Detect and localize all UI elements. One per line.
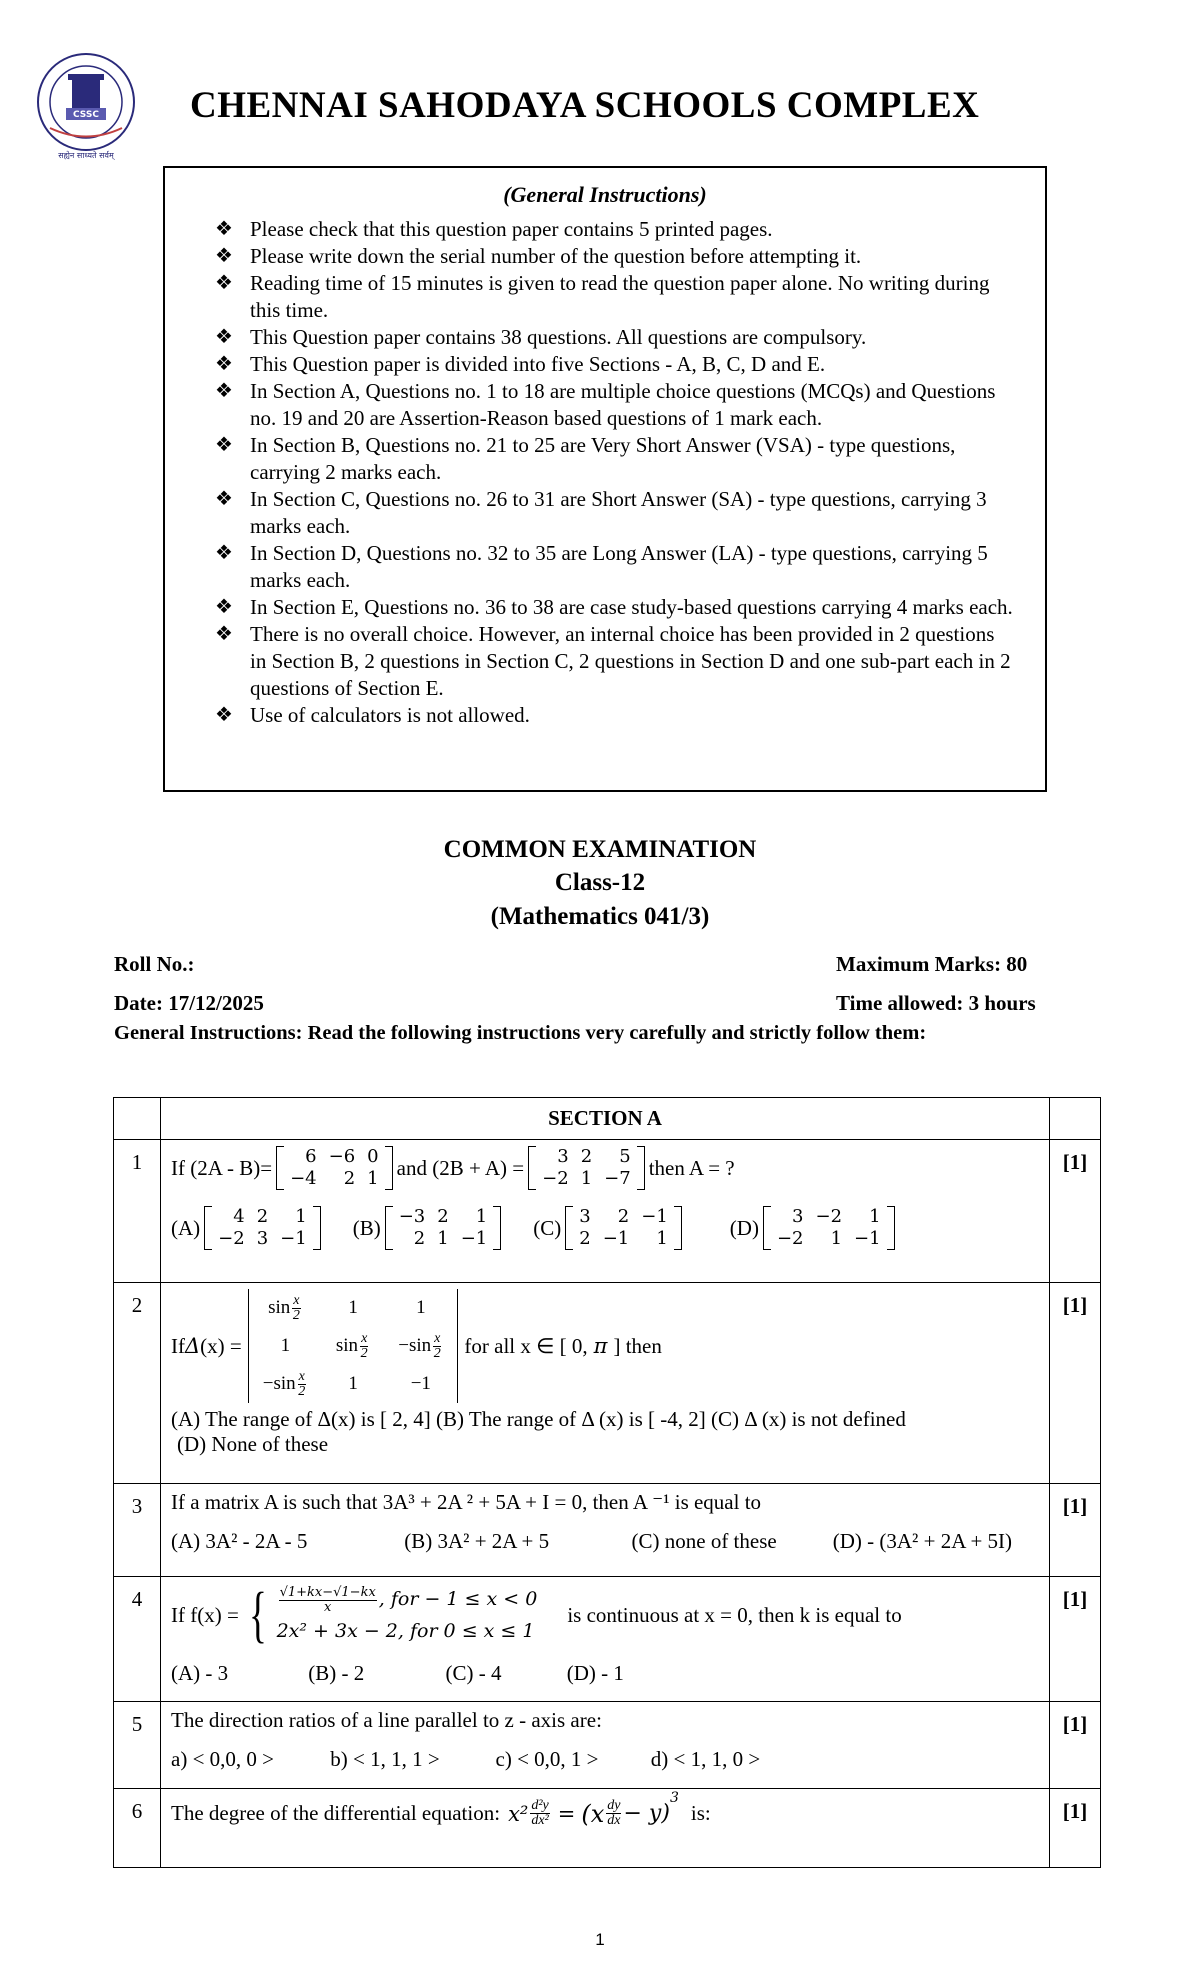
exam-date: Date: 17/12/2025 xyxy=(114,991,264,1015)
max-marks: Maximum Marks: 80 xyxy=(836,952,1028,976)
question-number: 5 xyxy=(114,1702,161,1789)
question-row-1 xyxy=(114,1140,1101,1283)
question-row-2 xyxy=(114,1283,1101,1484)
q1-option-c-label: (C) xyxy=(533,1215,562,1240)
section-a-table xyxy=(113,1097,1101,1868)
bullet-diamond-icon: ❖ xyxy=(215,488,233,510)
instruction-item: ❖ This Question paper contains 38 questions. All questions are compulsory. xyxy=(215,325,867,349)
q5-option-c: c) < 0,0, 1 > xyxy=(495,1747,599,1771)
q3-option-d: (D) - (3A² + 2A + 5I) xyxy=(832,1529,1013,1553)
q4-option-a: (A) - 3 xyxy=(171,1661,229,1685)
q2-lead-2: (x) = xyxy=(200,1333,242,1358)
bullet-diamond-icon: ❖ xyxy=(215,245,233,267)
q3-option-a: (A) 3A² - 2A - 5 xyxy=(171,1529,308,1553)
question-number: 2 xyxy=(114,1283,161,1484)
bullet-diamond-icon: ❖ xyxy=(215,704,233,726)
q6-first-derivative: $\frac{dy}{dx}$ xyxy=(607,1798,621,1828)
time-allowed: Time allowed: 3 hours xyxy=(836,991,1036,1015)
question-row-5 xyxy=(114,1702,1101,1789)
bullet-diamond-icon: ❖ xyxy=(215,623,233,645)
q6-tail: is: xyxy=(690,1801,711,1825)
instruction-item: ❖ In Section C, Questions no. 26 to 31 are Short Answer (SA) - type questions, carrying 3 marks each. xyxy=(215,487,987,538)
q1-option-b-matrix: −3 2 1 2 1 −1 xyxy=(385,1206,502,1250)
q6-second-derivative: $\frac{\text{d²y}}{\text{dx²}}$ xyxy=(531,1798,549,1828)
instruction-item: ❖ Use of calculators is not allowed. xyxy=(215,703,530,727)
question-number: 6 xyxy=(114,1789,161,1868)
q1-mid: and (2B + A) = xyxy=(396,1155,525,1180)
q2-lead: If xyxy=(171,1333,185,1358)
q1-lead: If (2A - B)= xyxy=(171,1155,273,1180)
instruction-item: ❖ In Section D, Questions no. 32 to 35 are Long Answer (LA) - type questions, carrying 5 marks each. xyxy=(215,541,988,592)
question-marks: [1] xyxy=(1050,1484,1101,1577)
q2-tail-2: ] then xyxy=(613,1333,662,1358)
q4-option-d: (D) - 1 xyxy=(566,1661,624,1685)
question-number: 1 xyxy=(114,1140,161,1283)
general-instructions-box xyxy=(163,166,1047,792)
q6-left-paren: (x xyxy=(581,1799,605,1828)
instructions-heading: (General Instructions) xyxy=(503,182,707,207)
q1-option-a-matrix: 4 2 1 −2 3 −1 xyxy=(204,1206,321,1250)
q5-text: The direction ratios of a line parallel to z - axis are: xyxy=(171,1708,602,1732)
q2-determinant: sin $\frac{x}{2}$ 1 1 1 sin $\frac{x}{2}$ −sin $\frac{x}{2}$ −sin $\frac{x}{2}$ 1 −1 xyxy=(248,1289,459,1403)
q3-text: If a matrix A is such that 3A³ + 2A ² + 5A + I = 0, then A ⁻¹ is equal to xyxy=(171,1490,762,1514)
q1-matrix-2: 3 2 5 −2 1 −7 xyxy=(528,1146,645,1190)
question-number: 4 xyxy=(114,1577,161,1702)
q6-cube-exponent: 3 xyxy=(669,1789,679,1806)
q3-option-b: (B) 3A² + 2A + 5 xyxy=(404,1529,550,1553)
q1-tail: then A = ? xyxy=(648,1155,735,1180)
question-marks: [1] xyxy=(1050,1283,1101,1484)
exam-subject: (Mathematics 041/3) xyxy=(490,903,710,930)
section-a-heading: SECTION A xyxy=(161,1098,1050,1140)
exam-class: Class-12 xyxy=(554,869,646,896)
q4-piecewise-function: { $\frac{√1+kx-√1-kx}{x}$ , for − 1 ≤ x < 0 2x² + 3x − 2, for 0 ≤ x ≤ 1 xyxy=(248,1581,538,1649)
q4-tail: is continuous at x = 0, then k is equal to xyxy=(567,1602,902,1627)
bullet-diamond-icon: ❖ xyxy=(215,380,233,402)
q4-option-c: (C) - 4 xyxy=(445,1661,502,1685)
school-logo-emblem xyxy=(30,50,142,162)
question-marks: [1] xyxy=(1050,1789,1101,1868)
q5-option-a: a) < 0,0, 0 > xyxy=(171,1747,275,1771)
school-name: CHENNAI SAHODAYA SCHOOLS COMPLEX xyxy=(190,85,980,126)
bullet-diamond-icon: ❖ xyxy=(215,272,233,294)
question-marks: [1] xyxy=(1050,1702,1101,1789)
q1-matrix-1: 6 −6 0 −4 2 1 xyxy=(276,1146,393,1190)
question-number: 3 xyxy=(114,1484,161,1577)
q2-tail: for all x ∈ [ 0, xyxy=(464,1333,588,1358)
bullet-diamond-icon: ❖ xyxy=(215,326,233,348)
svg-text:CSSC: CSSC xyxy=(73,110,99,120)
svg-text:सह्येन साध्यते सर्वम्: सह्येन साध्यते सर्वम् xyxy=(58,151,114,160)
q1-option-a-label: (A) xyxy=(171,1215,201,1240)
instruction-item: ❖ In Section A, Questions no. 1 to 18 are multiple choice questions (MCQs) and Questions no. 19 and 20 are Assertion-Reason based questions of 1 mark each. xyxy=(215,379,996,430)
instructions-list xyxy=(215,216,1015,729)
instruction-item: ❖ This Question paper is divided into five Sections - A, B, C, D and E. xyxy=(215,352,826,376)
q6-minus-y: − y) xyxy=(623,1801,670,1826)
bullet-diamond-icon: ❖ xyxy=(215,218,233,240)
instruction-item: ❖ There is no overall choice. However, an internal choice has been provided in 2 questions in Section B, 2 questions in Section C, 2 questions in Section D and one sub-part each in 2 questions of Section E. xyxy=(215,622,1011,700)
q4-option-b: (B) - 2 xyxy=(308,1661,365,1685)
q1-option-b-label: (B) xyxy=(352,1215,381,1240)
q1-option-d-label: (D) xyxy=(729,1215,759,1240)
question-marks: [1] xyxy=(1050,1577,1101,1702)
q6-x-squared: x² xyxy=(508,1801,529,1826)
roll-no-label: Roll No.: xyxy=(114,952,195,976)
q2-options: (A) The range of Δ(x) is [ 2, 4] (B) The range of Δ (x) is [ -4, 2] (C) Δ (x) is not defined xyxy=(171,1407,906,1431)
general-instructions-line: General Instructions: Read the following instructions very carefully and strictly follow them: xyxy=(114,1022,927,1044)
instruction-item: ❖ In Section E, Questions no. 36 to 38 are case study-based questions carrying 4 marks each. xyxy=(215,595,1013,619)
exam-title: COMMON EXAMINATION xyxy=(443,836,757,863)
instruction-item: ❖ In Section B, Questions no. 21 to 25 are Very Short Answer (VSA) - type questions, carrying 2 marks each. xyxy=(215,433,956,484)
instruction-item: ❖ Please write down the serial number of the question before attempting it. xyxy=(215,244,862,268)
bullet-diamond-icon: ❖ xyxy=(215,596,233,618)
instruction-item: ❖ Reading time of 15 minutes is given to read the question paper alone. No writing during this time. xyxy=(215,271,990,322)
bullet-diamond-icon: ❖ xyxy=(215,434,233,456)
page-number: 1 xyxy=(595,1930,605,1949)
q2-delta-symbol: Δ xyxy=(185,1334,201,1358)
instruction-item: ❖ Please check that this question paper contains 5 printed pages. xyxy=(215,217,773,241)
question-row-4 xyxy=(114,1577,1101,1702)
bullet-diamond-icon: ❖ xyxy=(215,542,233,564)
bullet-diamond-icon: ❖ xyxy=(215,353,233,375)
q2-option-d: (D) None of these xyxy=(177,1432,329,1456)
q1-option-d-matrix: 3 −2 1 −2 1 −1 xyxy=(763,1206,895,1250)
q1-option-c-matrix: 3 2 −1 2 −1 1 xyxy=(565,1206,682,1250)
question-row-6 xyxy=(114,1789,1101,1868)
q4-lead: If f(x) = xyxy=(171,1602,239,1627)
q6-lead: The degree of the differential equation: xyxy=(171,1801,501,1825)
q3-option-c: (C) none of these xyxy=(631,1529,777,1553)
q5-option-b: b) < 1, 1, 1 > xyxy=(330,1747,440,1771)
q6-equals: = xyxy=(557,1801,576,1826)
q5-option-d: d) < 1, 1, 0 > xyxy=(650,1747,761,1771)
question-row-3 xyxy=(114,1484,1101,1577)
q2-pi-symbol: π xyxy=(593,1334,608,1358)
question-marks: [1] xyxy=(1050,1140,1101,1283)
